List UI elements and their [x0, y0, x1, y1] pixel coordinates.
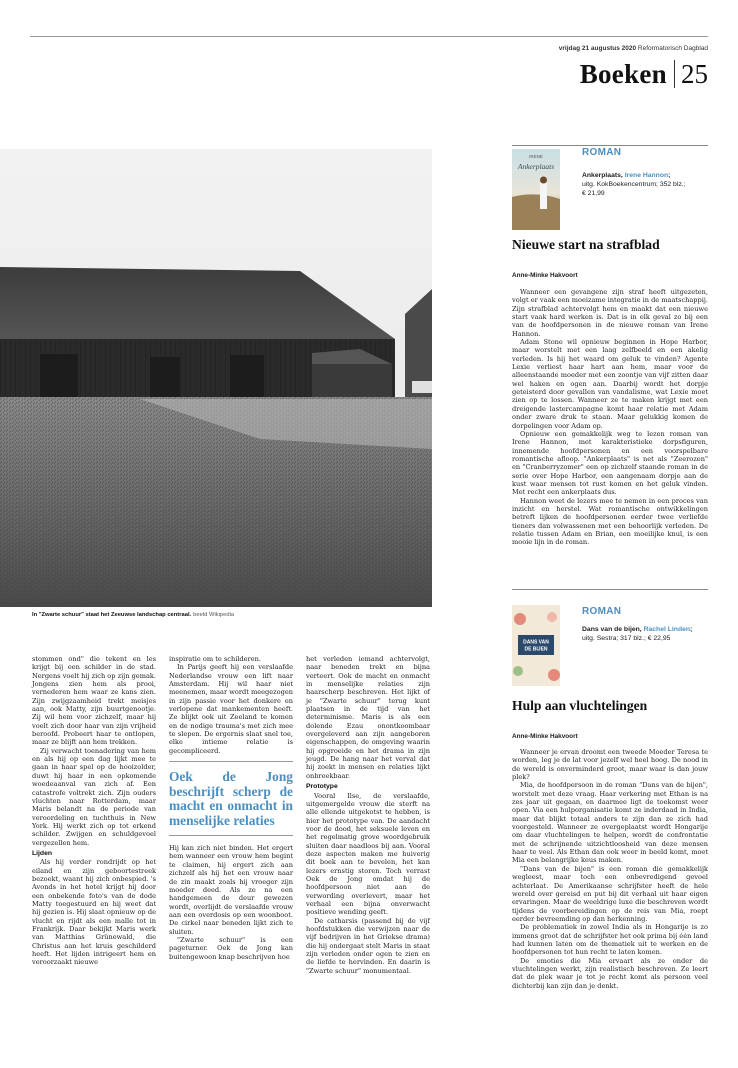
book-price: € 21,99: [582, 190, 605, 197]
masthead-divider: [674, 60, 675, 88]
book-cover-dans-van-de-bijen: [512, 605, 560, 686]
genre-label: ROMAN: [582, 606, 622, 617]
book-author: Rachel Linden: [643, 626, 691, 633]
paragraph: De emoties die Mia ervaart als ze onder de vluchtelingen werkt, zijn realistisch beschreven. Ze leert dat de plek waar je tot je recht komt als persoon veel dichterbij kan zijn dan je denkt.: [512, 956, 708, 990]
cover-title: Ankerplaats: [517, 162, 555, 171]
section-masthead: [580, 58, 708, 90]
pullquote-rule: [169, 835, 293, 836]
article-column-3: [306, 655, 430, 975]
review1-meta: [582, 147, 708, 198]
paragraph: Wanneer een gevangene zijn straf heeft uitgezeten, volgt er vaak een moeizame integratie in de maatschappij. Zijn strafblad achtervolgt hem en maakt dat een nieuwe start vaak hard werken is. Dat is in elk geval zo bij een van de hoofdpersonen in de nieuwe roman van Irene Hannon.: [512, 288, 708, 338]
caption-text: In "Zwarte schuur" staat het Zeeuwse landschap centraal.: [32, 612, 192, 618]
paragraph: Vooral Ilse, de verslaafde, uitgemergelde vrouw die sterft na alle ellende uitgekotst te hebben, is hier het prototype van. De aandacht voor de dood, het seksuele leven en het regelmatig grove woordgebruik sluiten daar naadloos bij aan. Vooral deze aspecten maken me huiverig dit boek aan te bevelen, het kan lezers ernstig storen. Toch verrast Oek de Jong omdat hij de hoofdpersoon niet aan de verwording overlevert, maar het verhaal een bijna onverwacht positieve wending geeft.: [306, 791, 430, 917]
paragraph: het verleden iemand achtervolgt, naar beneden trekt en bijna verteert. Ook de macht en onmacht in menselijke relaties zijn haarscherp beschreven. Het lijkt of je "Zwarte schuur" terug kunt plaatsen in de tijd van het determinisme. Maris is als een dolende Ezau onontkoombaar overgeleverd aan zijn aangeboren eigenschappen, de omgeving waarin hij opgroeide en het drama in zijn jeugd. De hang naar het verval dat hij zoekt in mensen en relaties lijkt onbreekbaar.: [306, 655, 430, 780]
review1-headline: Nieuwe start na strafblad: [512, 237, 660, 252]
paragraph: Als hij verder rondrijdt op het eiland en zijn geboortestreek bezoekt, waant hij zich onbespied. 's Avonds in het hotel krijgt hij door een onbekende foto's van de dode Matty toegestuurd en hij weet dat hij gezien is. Hij slaat opnieuw op de vlucht en rijdt als een malle tot in Frankrijk. Daar bekijkt Maris werk van Matthias Grünewald, die Christus aan het kruis geschilderd heeft. Het lijden intrigeert hem en veroorzaakt nieuwe: [32, 858, 156, 967]
paragraph: "Dans van de bijen" is een roman die gemakkelijk wegleest, maar toch een onbevredigend gevoel achterlaat. De Amerikaanse schrijfster heeft de hele wereld over gereisd en put bij dit verhaal uit haar eigen ervaringen. Maar de weeldrige luxe die beschreven wordt tijdens de voorbereidingen op de reis van Mia, roept eerder bevreemding op dan herkenning.: [512, 864, 708, 923]
dateline: [559, 45, 708, 52]
pullquote: Oek de Jong beschrijft scherp de macht en onmacht in menselijke relaties: [169, 769, 293, 828]
page-number: 25: [681, 58, 708, 89]
subheading: Lijden: [32, 849, 53, 857]
date: vrijdag 21 augustus 2020: [558, 45, 637, 52]
book-cover-ankerplaats: [512, 149, 560, 230]
review2-body: [512, 748, 708, 990]
review2-headline: Hulp aan vluchtelingen: [512, 698, 648, 713]
photo-credit: beeld Wikipedia: [193, 612, 235, 618]
review-rule: [512, 589, 708, 590]
paragraph: Mia, de hoofdpersoon in de roman "Dans van de bijen", worstelt met deze vraag. Haar verkering met Ethan is na zes jaar uit gegaan, en daarmee ligt de toekomst weer open. Via een hulporganisatie komt ze inderdaad in India, maar dat blijkt totaal anders te zijn dan ze zich had voorgesteld. Wanneer ze overgeplaatst wordt Hongarije om daar vluchtelingen te helpen, wordt de confrontatie met de schrijnende uitzichtloosheid van deze mensen haar te veel. Als Ethan dan ook weer in beeld komt, moet Mia een belangrijke keus maken.: [512, 781, 708, 865]
paragraph: "Zwarte schuur" is een pageturner. Oek de Jong kan buitengewoon knap beschrijven hoe: [169, 935, 293, 961]
article-column-1: [32, 655, 156, 967]
paragraph: Zij verwacht toenadering van hem en als hij op een dag lijkt mee te gaan in haar spel op de hooizolder, duwt hij haar in een opkomende woedeaanval van zich af. Een catastrofe voltrekt zich. Zijn ouders vluchten naar Rotterdam, maar Maris belandt na de periode van veroordeling en tuchthuis in New York. Hij werkt zich op tot erkend schilder. Zwijgen en schuldgevoel vergezellen hem.: [32, 746, 156, 847]
barn-photo: [0, 149, 432, 607]
book-title: Ankerplaats: [582, 172, 621, 179]
photo-caption: [32, 612, 432, 618]
book-title: Dans van de bijen: [582, 626, 640, 633]
genre-label: ROMAN: [582, 147, 622, 158]
paragraph: De catharsis (passend bij de vijf hoofdstukken die verwijzen naar de vijf bedrijven in het Griekse drama) die hij ondergaat stelt Maris in staat zijn verleden onder ogen te zien en de liefde te hervinden. En daarin is "Zwarte schuur" monumentaal.: [306, 916, 430, 975]
paragraph: In Parijs geeft hij een verslaafde Nederlandse vrouw een lift naar Amsterdam. Hij wil haar niet meenemen, maar wordt meegezogen in zijn passie voor het donkere en verlopene dat mankementen heeft. Ze blijkt ook uit Zeeland te komen en de nodige trauma's met zich mee te slepen. De ergernis slaat snel toe, elke intieme relatie is gecompliceerd.: [169, 663, 293, 755]
book-author: Irene Hannon: [624, 172, 669, 179]
book-publisher: uitg. KokBoekencentrum; 352 blz.;: [582, 181, 686, 188]
paragraph: Adam Stone wil opnieuw beginnen in Hope Harbor, maar worstelt met een laag zelfbeeld en een akelig verleden. Is hij het waard om geluk te vinden? Agente Lexie verliest haar hart aan hem, maar voor de alleenstaande moeder met een zoontje van vijf zitten daar wel haken en ogen aan. Daarbij wordt het dorpje geteisterd door gevallen van vandalisme, wat Lexie moet zien op te lossen. Wanneer ze te maken krijgt met een dreigende lastercampagne komt haar relatie met Adam onder zware druk te staan. Maar gelukkig komen de dorpelingen voor Adam op.: [512, 338, 708, 430]
review1-byline: Anne-Minke Hakvoort: [512, 272, 578, 279]
review-rule: [512, 145, 708, 146]
newspaper-name: Reformatorisch Dagblad: [637, 45, 708, 52]
paragraph: Wanneer je ervan droomt een tweede Moeder Teresa te worden, leg je de lat voor jezelf wel heel hoog. De nood in de wereld is onverminderd groot, maar waar is dan jouw plek?: [512, 748, 708, 782]
article-column-2: [169, 655, 293, 961]
paragraph: stommen ond" die tekent en les krijgt bij een schilder in de stad. Nergens voelt hij zich op zijn gemak. Jongens zien hem als prooi, vernederen hem waar ze kans zien. Zijn zwijgzaamheid trekt meisjes aan, ook Matty, zijn buurtgenootje. Zij wil hem voor zichzelf, maar hij voelt zich door haar van zijn vrijheid beroofd. Probeert haar te ontlopen, maar ze blijft aan hem trekken.: [32, 655, 156, 747]
book-info: Ankerplaats, Irene Hannon; uitg. KokBoekencentrum; 352 blz.; € 21,99: [582, 172, 686, 197]
pullquote-box: [169, 761, 293, 836]
paragraph: inspiratie om te schilderen.: [169, 655, 261, 663]
paragraph: Hij kan zich niet binden. Het ergert hem wanneer een vrouw hem begint te claimen, hij ergert zich aan zichzelf als hij het een vrouw naar de zin maakt zoals hij vroeger zijn moeder deed. Als ze na een handgemeen de deur gewezen wordt, overlijdt de verslaafde vrouw aan een overdosis op een woonboot. De cirkel naar beneden lijkt zich te sluiten.: [169, 844, 293, 936]
section-title: Boeken: [579, 58, 667, 89]
book-publisher: uitg. Sestra; 317 blz.; € 22,95: [582, 635, 671, 642]
top-rule: [30, 36, 708, 37]
cover-title-line: DE BIJEN: [524, 646, 548, 653]
review1-body: [512, 288, 708, 547]
cover-author: IRENE: [529, 154, 543, 159]
review2-byline: Anne-Minke Hakvoort: [512, 733, 578, 740]
cover-title-line: DANS VAN: [523, 639, 549, 646]
paragraph: Hannon weet de lezers mee te nemen in een proces van inzicht en herstel. Wat romantische ontwikkelingen betreft lijken de hoofdpersonen eerder twee verliefde tieners dan volwassenen met een behoorlijk verleden. De relatie tussen Adam en Brian, een moeilijke knul, is een mooie lijn in de roman.: [512, 496, 708, 547]
book-info: Dans van de bijen, Rachel Linden; uitg. Sestra; 317 blz.; € 22,95: [582, 626, 693, 642]
review2-meta: [582, 606, 708, 643]
subheading: Prototype: [306, 783, 338, 791]
paragraph: De problematiek in zowel India als in Hongarije is zo immens groot dat de schrijfster het ook prima bij één land had kunnen laten om de thematiek uit te werken en de hoofdpersonen tot hun recht te laten komen.: [512, 923, 708, 957]
paragraph: Opnieuw een gemakkelijk weg te lezen roman van Irene Hannon, met karakteristieke dorpsfiguren, innemende hoofdpersonen en een voorspelbare romantische afloop. "Ankerplaats" is net als "Zeerozen" en "Cranberryzomer" een op zichzelf staande roman in de serie over Hope Harbor, een aangenaam dorpje aan de kust waar mensen tot rust komen en het geluk vinden. Met recht een ankerplaats dus.: [512, 429, 708, 497]
